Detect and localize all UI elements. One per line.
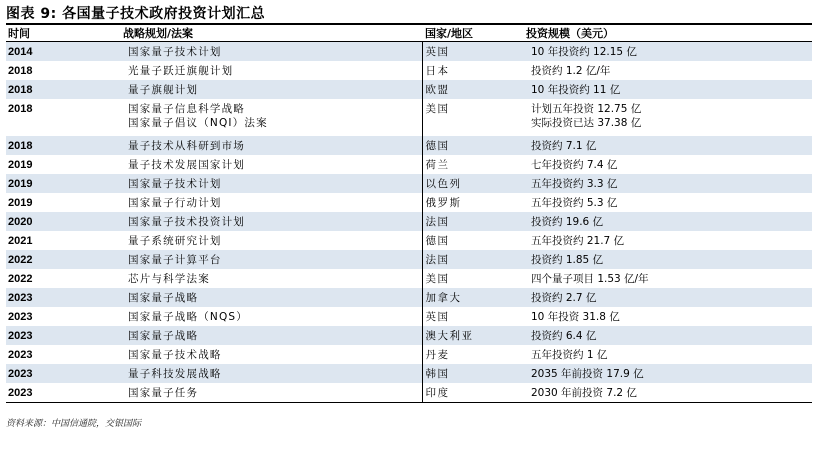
- cell-scale: [523, 99, 812, 136]
- plan-line: 国家量子战略（NQS）: [128, 310, 248, 323]
- scale-line: 投资约 1.85 亿: [531, 253, 604, 266]
- cell-country: 加拿大: [422, 288, 523, 307]
- scale-line: 五年投资约 21.7 亿: [531, 234, 625, 247]
- cell-country: 美国: [422, 99, 523, 136]
- plan-line: 量子技术发展国家计划: [128, 158, 245, 171]
- cell-year: 2018: [8, 64, 33, 77]
- scale-line: 10 年投资 31.8 亿: [531, 310, 620, 323]
- cell-scale: [523, 364, 812, 383]
- cell-plan: [120, 174, 422, 193]
- plan-line: 国家量子技术战略: [128, 348, 222, 361]
- cell-scale: [523, 345, 812, 364]
- table-row: [6, 326, 812, 345]
- plan-line: 国家量子任务: [128, 386, 199, 399]
- table-row: [6, 136, 812, 155]
- cell-scale: [523, 326, 812, 345]
- scale-line: 五年投资约 1 亿: [531, 348, 608, 361]
- cell-scale: [523, 80, 812, 99]
- cell-plan: [120, 61, 422, 80]
- cell-year: 2021: [8, 234, 33, 247]
- plan-line: 国家量子行动计划: [128, 196, 222, 209]
- cell-scale: [523, 155, 812, 174]
- table-row: [6, 383, 812, 403]
- cell-scale: [523, 174, 812, 193]
- plan-line: 量子技术从科研到市场: [128, 139, 245, 152]
- cell-country: 德国: [422, 231, 523, 250]
- plan-line: 国家量子技术投资计划: [128, 215, 245, 228]
- cell-scale: [523, 269, 812, 288]
- header-row: [6, 25, 812, 42]
- cell-scale: [523, 288, 812, 307]
- cell-plan: [120, 99, 422, 136]
- cell-plan: [120, 269, 422, 288]
- cell-year: 2018: [6, 80, 120, 99]
- scale-line: 五年投资约 3.3 亿: [531, 177, 618, 190]
- plan-line: 量子系统研究计划: [128, 234, 222, 247]
- cell-plan: [120, 80, 422, 99]
- scale-line: 投资约 19.6 亿: [531, 215, 604, 228]
- cell-scale: [523, 307, 812, 326]
- scale-line: 四个量子项目 1.53 亿/年: [531, 272, 649, 285]
- table-row: [6, 212, 812, 231]
- cell-plan: [120, 212, 422, 231]
- table-row: [6, 174, 812, 193]
- plan-line: 国家量子技术计划: [128, 45, 222, 58]
- cell-year: 2018: [8, 103, 33, 115]
- cell-country: 法国: [422, 250, 523, 269]
- cell-country: 日本: [422, 61, 523, 80]
- table-row: [6, 155, 812, 174]
- table-row: [6, 61, 812, 80]
- cell-plan: [120, 364, 422, 383]
- cell-country: 美国: [422, 269, 523, 288]
- cell-year: 2018: [6, 136, 120, 155]
- table-row: [6, 231, 812, 250]
- cell-year: 2023: [8, 310, 33, 323]
- plan-line: 芯片与科学法案: [128, 272, 210, 285]
- table-row: [6, 345, 812, 364]
- cell-year: 2020: [6, 212, 120, 231]
- cell-plan: [120, 42, 422, 62]
- cell-country: 澳大利亚: [422, 326, 523, 345]
- header-year: 时间: [6, 25, 120, 42]
- plan-line: 量子科技发展战略: [128, 367, 222, 380]
- cell-scale: [523, 42, 812, 62]
- plan-line: 国家量子信息科学战略: [128, 103, 245, 115]
- plan-line: 光量子跃迁旗舰计划: [128, 64, 234, 77]
- figure-title: 图表 9: 各国量子技术政府投资计划汇总: [6, 6, 266, 22]
- cell-year: 2019: [6, 174, 120, 193]
- cell-scale: [523, 250, 812, 269]
- cell-scale: [523, 231, 812, 250]
- header-scale: 投资规模（美元）: [523, 25, 812, 42]
- cell-year: 2022: [6, 250, 120, 269]
- cell-scale: [523, 383, 812, 403]
- header-plan: 战略规划/法案: [120, 25, 422, 42]
- table-row: [6, 250, 812, 269]
- scale-line: 投资约 7.1 亿: [531, 139, 597, 152]
- scale-line: 2035 年前投资 17.9 亿: [531, 367, 644, 380]
- cell-country: 欧盟: [422, 80, 523, 99]
- table-row: [6, 307, 812, 326]
- scale-line: 投资约 2.7 亿: [531, 291, 597, 304]
- table-row: [6, 269, 812, 288]
- table-row: [6, 193, 812, 212]
- table-row: [6, 288, 812, 307]
- scale-line: 七年投资约 7.4 亿: [531, 158, 618, 171]
- cell-year: 2022: [8, 272, 33, 285]
- cell-country: 英国: [422, 307, 523, 326]
- scale-line: 10 年投资约 12.15 亿: [531, 45, 637, 58]
- plan-line: 国家量子战略: [128, 291, 199, 304]
- cell-year: 2023: [6, 364, 120, 383]
- cell-scale: [523, 61, 812, 80]
- plan-line: 国家量子倡议（NQI）法案: [128, 117, 268, 129]
- plan-line: 量子旗舰计划: [128, 83, 199, 96]
- cell-plan: [120, 326, 422, 345]
- cell-year: 2019: [8, 196, 33, 209]
- cell-country: 丹麦: [422, 345, 523, 364]
- cell-scale: [523, 212, 812, 231]
- scale-line: 10 年投资约 11 亿: [531, 83, 621, 96]
- plan-line: 国家量子计算平台: [128, 253, 222, 266]
- cell-year: 2023: [6, 326, 120, 345]
- cell-country: 印度: [422, 383, 523, 403]
- cell-country: 英国: [422, 42, 523, 62]
- table-row: [6, 42, 812, 62]
- plan-line: 国家量子战略: [128, 329, 199, 342]
- cell-country: 德国: [422, 136, 523, 155]
- cell-country: 法国: [422, 212, 523, 231]
- cell-plan: [120, 155, 422, 174]
- cell-year: 2023: [8, 348, 33, 361]
- cell-year: 2019: [8, 158, 33, 171]
- header-country: 国家/地区: [422, 25, 523, 42]
- cell-plan: [120, 288, 422, 307]
- table-row: [6, 99, 812, 136]
- table-row: [6, 364, 812, 383]
- scale-line: 投资约 1.2 亿/年: [531, 64, 611, 77]
- cell-plan: [120, 231, 422, 250]
- cell-country: 俄罗斯: [422, 193, 523, 212]
- scale-line: 实际投资已达 37.38 亿: [531, 117, 642, 129]
- cell-country: 以色列: [422, 174, 523, 193]
- investment-table: [6, 25, 812, 403]
- cell-plan: [120, 383, 422, 403]
- source-note: 资料来源：中国信通院，交银国际: [6, 419, 142, 429]
- cell-scale: [523, 136, 812, 155]
- table-row: [6, 80, 812, 99]
- scale-line: 计划五年投资 12.75 亿: [531, 103, 642, 115]
- scale-line: 五年投资约 5.3 亿: [531, 196, 618, 209]
- scale-line: 投资约 6.4 亿: [531, 329, 597, 342]
- scale-line: 2030 年前投资 7.2 亿: [531, 386, 637, 399]
- cell-plan: [120, 193, 422, 212]
- cell-country: 荷兰: [422, 155, 523, 174]
- plan-line: 国家量子技术计划: [128, 177, 222, 190]
- cell-scale: [523, 193, 812, 212]
- cell-plan: [120, 250, 422, 269]
- cell-plan: [120, 345, 422, 364]
- cell-country: 韩国: [422, 364, 523, 383]
- table-body: [6, 42, 812, 403]
- cell-plan: [120, 136, 422, 155]
- cell-year: 2014: [6, 42, 120, 62]
- cell-plan: [120, 307, 422, 326]
- cell-year: 2023: [6, 288, 120, 307]
- cell-year: 2023: [6, 383, 120, 403]
